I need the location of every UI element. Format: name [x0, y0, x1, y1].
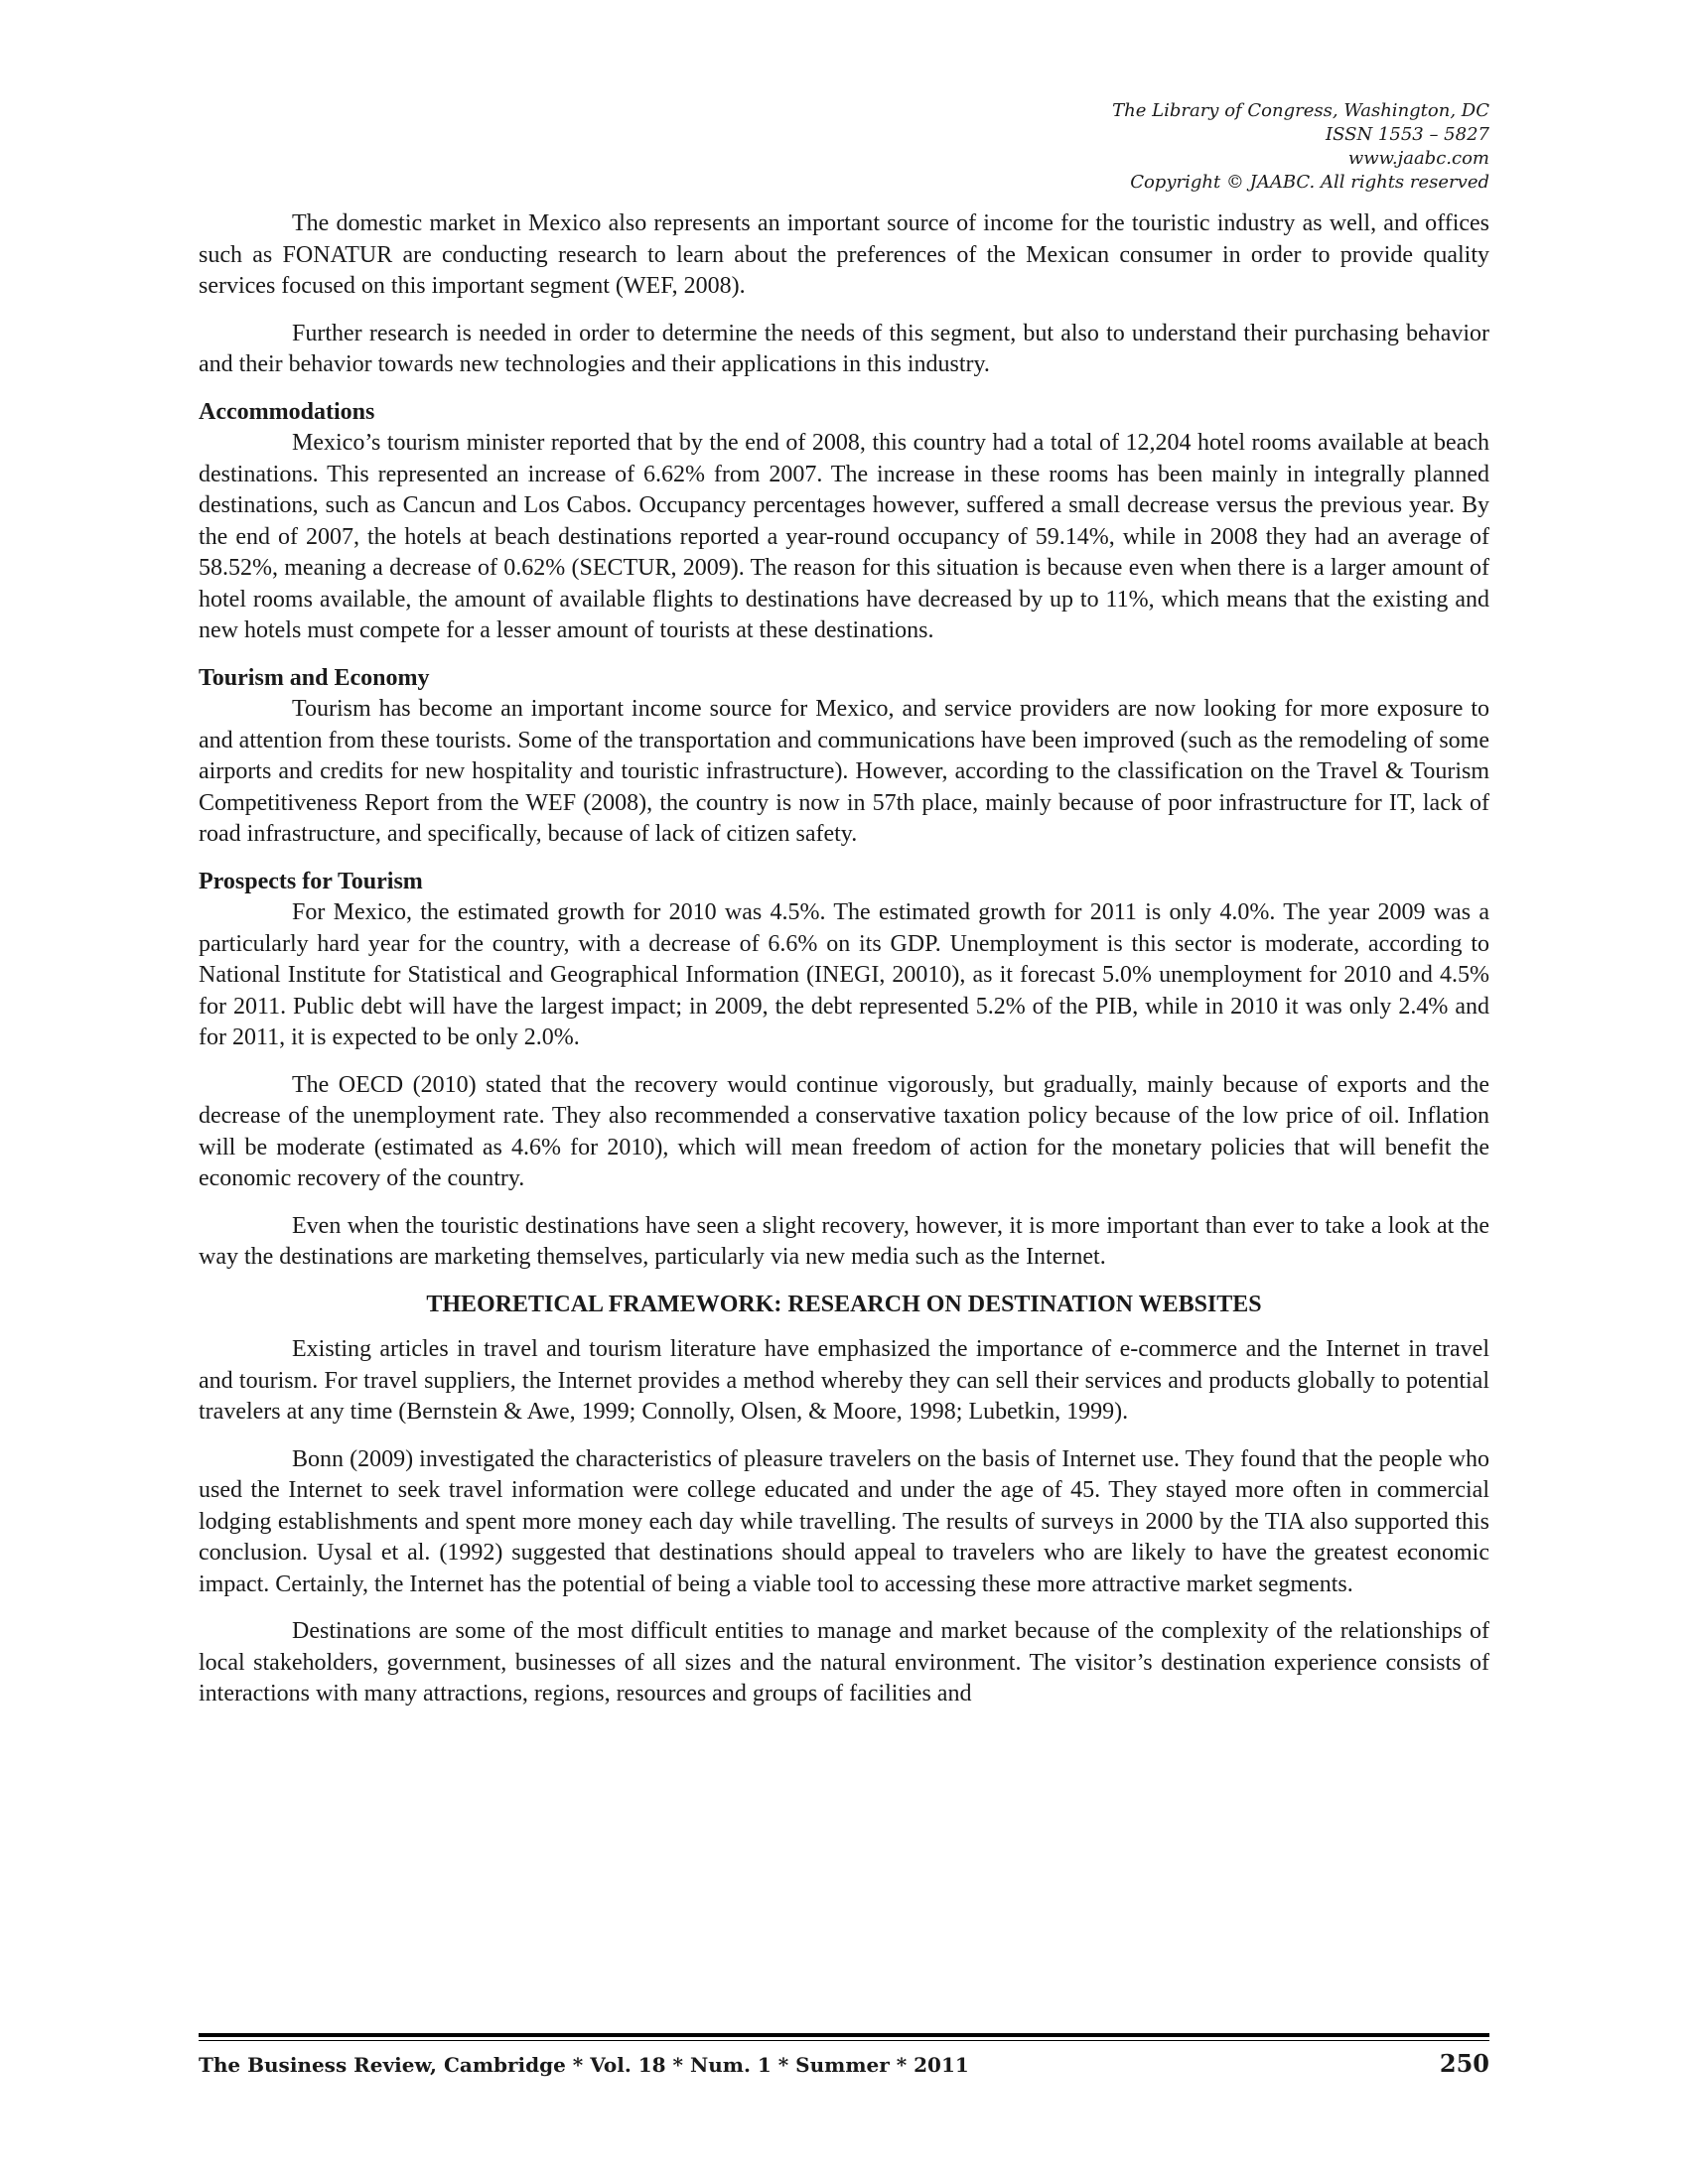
header-website: www.jaabc.com [1347, 148, 1489, 169]
paragraph: Mexico’s tourism minister reported that by the end of 2008, this country had a total of 12,204 hotel rooms available at beach destinations. This represented an increase of 6.62% from 2007. The increase in these rooms has been mainly in integrally planned destinations, such as Cancun and Los Cabos. Occupancy percentages however, suffered a small decrease versus the previous year. By the end of 2007, the hotels at beach destinations reported a year-round occupancy of 59.14%, while in 2008 they had an average of 58.52%, meaning a decrease of 0.62% (SECTUR, 2009). The reason for this situation is because even when there is a larger amount of hotel rooms available, the amount of available flights to destinations have decreased by up to 11%, which means that the existing and new hotels must compete for a lesser amount of tourists at these destinations. [199, 430, 1489, 643]
header-copyright: Copyright © JAABC. All rights reserved [1130, 172, 1489, 193]
article-body [199, 208, 1489, 1726]
paragraph: Even when the touristic destinations have seen a slight recovery, however, it is more important than ever to take a look at the way the destinations are marketing themselves, particularly via new media such as the Internet. [199, 1212, 1489, 1270]
section-heading-accommodations: Accommodations [199, 398, 375, 425]
footer-journal-citation: The Business Review, Cambridge * Vol. 18 * Num. 1 * Summer * 2011 [199, 2053, 969, 2077]
running-header [1112, 99, 1489, 195]
paragraph: Bonn (2009) investigated the characteristics of pleasure travelers on the basis of Internet use. They found that the people who used the Internet to seek travel information were college educated and under the age of 45. They stayed more often in commercial lodging establishments and spent more money each day while travelling. The results of surveys in 2000 by the TIA also supported this conclusion. Uysal et al. (1992) suggested that destinations should appeal to travelers who are likely to have the greatest economic impact. Certainly, the Internet has the potential of being a viable tool to accessing these more attractive market segments. [199, 1445, 1489, 1597]
footer-rule-thin [199, 2040, 1489, 2041]
paragraph: Further research is needed in order to determine the needs of this segment, but also to understand their purchasing behavior and their behavior towards new technologies and their applications in this industry. [199, 320, 1489, 377]
paragraph: The OECD (2010) stated that the recovery would continue vigorously, but gradually, mainly because of exports and the decrease of the unemployment rate. They also recommended a conservative taxation policy because of the low price of oil. Inflation will be moderate (estimated as 4.6% for 2010), which will mean freedom of action for the monetary policies that will benefit the economic recovery of the country. [199, 1071, 1489, 1191]
header-library: The Library of Congress, Washington, DC [1112, 100, 1489, 121]
header-issn: ISSN 1553 – 5827 [1326, 124, 1489, 145]
section-heading-tourism-economy: Tourism and Economy [199, 664, 430, 691]
paragraph: Existing articles in travel and tourism literature have emphasized the importance of e-commerce and the Internet in travel and tourism. For travel suppliers, the Internet provides a method whereby they can sell their services and products globally to potential travelers at any time (Bernstein & Awe, 1999; Connolly, Olsen, & Moore, 1998; Lubetkin, 1999). [199, 1336, 1489, 1425]
section-heading-theoretical-framework: THEORETICAL FRAMEWORK: RESEARCH ON DESTINATION WEBSITES [426, 1291, 1262, 1317]
paragraph: Tourism has become an important income source for Mexico, and service providers are now looking for more exposure to and attention from these tourists. Some of the transportation and communications have been improved (such as the remodeling of some airports and credits for new hospitality and touristic infrastructure). However, according to the classification on the Travel & Tourism Competitiveness Report from the WEF (2008), the country is now in 57th place, mainly because of poor infrastructure for IT, lack of road infrastructure, and specifically, because of lack of citizen safety. [199, 696, 1489, 847]
section-heading-prospects: Prospects for Tourism [199, 868, 423, 894]
page-footer [199, 2033, 1489, 2078]
footer-rule-thick [199, 2033, 1489, 2037]
paragraph: For Mexico, the estimated growth for 2010 was 4.5%. The estimated growth for 2011 is only 4.0%. The year 2009 was a particularly hard year for the country, with a decrease of 6.6% on its GDP. Unemployment is this sector is moderate, according to National Institute for Statistical and Geographical Information (INEGI, 20010), as it forecast 5.0% unemployment for 2010 and 4.5% for 2011. Public debt will have the largest impact; in 2009, the debt represented 5.2% of the PIB, while in 2010 it was only 2.4% and for 2011, it is expected to be only 2.0%. [199, 899, 1489, 1050]
paragraph: Destinations are some of the most difficult entities to manage and market because of the complexity of the relationships of local stakeholders, government, businesses of all sizes and the natural environment. The visitor’s destination experience consists of interactions with many attractions, regions, resources and groups of facilities and [199, 1618, 1489, 1706]
document-page [199, 99, 1489, 2164]
page-number: 250 [1439, 2049, 1489, 2078]
paragraph: The domestic market in Mexico also represents an important source of income for the touristic industry as well, and offices such as FONATUR are conducting research to learn about the preferences of the Mexican consumer in order to provide quality services focused on this important segment (WEF, 2008). [199, 210, 1489, 299]
